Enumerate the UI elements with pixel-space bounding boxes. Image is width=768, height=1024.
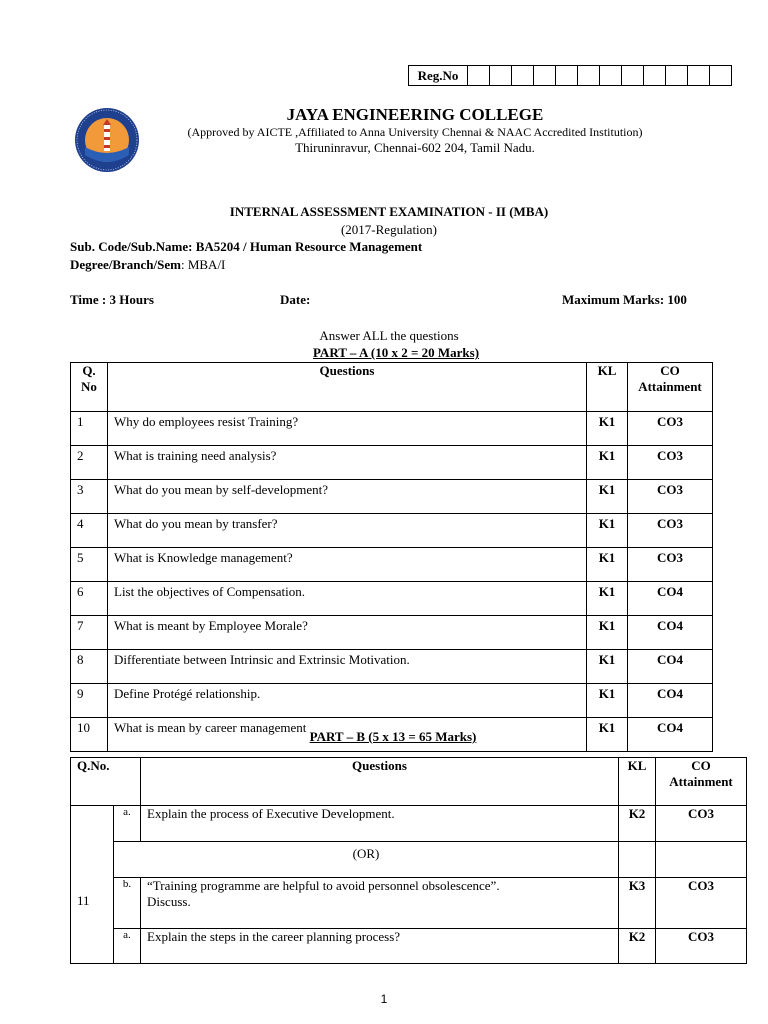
co-value: CO4	[628, 684, 713, 718]
table-row	[71, 616, 713, 650]
table-row	[71, 582, 713, 616]
co-value: CO3	[628, 412, 713, 446]
question-number: 4	[71, 514, 108, 548]
kl-value: K1	[587, 718, 628, 752]
question-number: 2	[71, 446, 108, 480]
reg-no-cell	[666, 66, 688, 86]
subject-value: BA5204 / Human Resource Management	[195, 239, 423, 254]
question-text: List the objectives of Compensation.	[108, 582, 587, 616]
exam-time: Time : 3 Hours	[70, 292, 154, 307]
co-value: CO4	[628, 582, 713, 616]
question-text: “Training programme are helpful to avoid personnel obsolescence”. Discuss.	[141, 878, 619, 929]
table-row	[71, 514, 713, 548]
kl-value: K2	[619, 806, 656, 842]
reg-no-cell	[468, 66, 490, 86]
co-value: CO4	[628, 616, 713, 650]
reg-no-cell	[600, 66, 622, 86]
co-value: CO3	[656, 878, 747, 929]
question-number: 5	[71, 548, 108, 582]
question-text: Differentiate between Intrinsic and Extrinsic Motivation.	[108, 650, 587, 684]
kl-value: K3	[619, 878, 656, 929]
college-approval: (Approved by AICTE ,Affiliated to Anna University Chennai & NAAC Accredited Institution)	[187, 125, 643, 139]
kl-value: K1	[587, 548, 628, 582]
reg-no-cell	[710, 66, 732, 86]
header-co: CO Attainment	[628, 363, 713, 412]
part-a-table	[70, 362, 713, 752]
subject-label: Sub. Code/Sub.Name:	[70, 239, 193, 254]
question-text: What is mean by career management	[108, 718, 587, 752]
kl-value: K1	[587, 650, 628, 684]
kl-value: K1	[587, 480, 628, 514]
reg-no-cell	[578, 66, 600, 86]
table-row	[71, 412, 713, 446]
question-number: 8	[71, 650, 108, 684]
header-questions: Questions	[108, 363, 587, 412]
question-text: What do you mean by self-development?	[108, 480, 587, 514]
reg-no-cell	[688, 66, 710, 86]
header-questions: Questions	[141, 758, 619, 806]
exam-instruction: Answer ALL the questions	[319, 328, 459, 343]
kl-value: K1	[587, 514, 628, 548]
table-row	[71, 446, 713, 480]
sub-label: a.	[114, 806, 141, 842]
empty-cell	[656, 842, 747, 878]
part-b-header-row	[71, 758, 747, 806]
question-number: 1	[71, 412, 108, 446]
question-text: Explain the steps in the career planning process?	[141, 929, 619, 964]
empty-cell	[619, 842, 656, 878]
table-row	[71, 480, 713, 514]
table-row	[71, 878, 747, 929]
table-row	[71, 650, 713, 684]
question-text: What is meant by Employee Morale?	[108, 616, 587, 650]
reg-no-cell	[512, 66, 534, 86]
page-number: 1	[380, 992, 388, 1006]
college-logo	[74, 107, 140, 173]
reg-no-cell	[490, 66, 512, 86]
part-b-table	[70, 757, 747, 964]
question-text: What do you mean by transfer?	[108, 514, 587, 548]
degree-label: Degree/Branch/Sem	[70, 257, 181, 272]
table-row	[71, 806, 747, 842]
question-number: 3	[71, 480, 108, 514]
part-a-header-row	[71, 363, 713, 412]
co-value: CO3	[628, 480, 713, 514]
exam-title: INTERNAL ASSESSMENT EXAMINATION - II (MBA)	[229, 204, 549, 219]
reg-no-cell	[534, 66, 556, 86]
co-value: CO4	[628, 718, 713, 752]
kl-value: K1	[587, 446, 628, 480]
header-kl: KL	[587, 363, 628, 412]
or-separator: (OR)	[114, 842, 619, 878]
kl-value: K1	[587, 412, 628, 446]
college-name: JAYA ENGINEERING COLLEGE	[286, 105, 544, 124]
reg-no-cell	[644, 66, 666, 86]
co-value: CO3	[656, 806, 747, 842]
question-number: 10	[71, 718, 108, 752]
part-b-title: PART – B (5 x 13 = 65 Marks)	[309, 729, 477, 744]
reg-no-label: Reg.No	[409, 66, 468, 86]
co-value: CO3	[628, 446, 713, 480]
kl-value: K1	[587, 684, 628, 718]
degree-value: : MBA/I	[180, 257, 226, 272]
co-value: CO4	[628, 650, 713, 684]
question-number: 7	[71, 616, 108, 650]
kl-value: K1	[587, 582, 628, 616]
question-text: What is Knowledge management?	[108, 548, 587, 582]
degree-line	[70, 257, 225, 273]
co-value: CO3	[628, 548, 713, 582]
reg-no-cell	[622, 66, 644, 86]
sub-label: a.	[114, 929, 141, 964]
exam-regulation: (2017-Regulation)	[340, 222, 438, 237]
college-address: Thiruninravur, Chennai-602 204, Tamil Nadu.	[295, 140, 535, 155]
reg-no-box	[408, 65, 732, 86]
question-text: Define Protégé relationship.	[108, 684, 587, 718]
kl-value: K1	[587, 616, 628, 650]
question-number: 6	[71, 582, 108, 616]
reg-no-cell	[556, 66, 578, 86]
exam-date: Date:	[280, 292, 311, 307]
table-row	[71, 842, 747, 878]
co-value: CO3	[628, 514, 713, 548]
header-co: CO Attainment	[656, 758, 747, 806]
subject-line	[70, 239, 422, 255]
question-text: What is training need analysis?	[108, 446, 587, 480]
kl-value: K2	[619, 929, 656, 964]
table-row	[71, 548, 713, 582]
co-value: CO3	[656, 929, 747, 964]
sub-label: b.	[114, 878, 141, 929]
table-row	[71, 684, 713, 718]
part-a-title: PART – A (10 x 2 = 20 Marks)	[312, 345, 480, 360]
question-number: 11	[71, 806, 114, 964]
question-number: 9	[71, 684, 108, 718]
header-qno: Q.No.	[71, 758, 141, 806]
question-text: Why do employees resist Training?	[108, 412, 587, 446]
table-row	[71, 929, 747, 964]
header-qno: Q. No	[71, 363, 108, 412]
exam-max-marks: Maximum Marks: 100	[562, 292, 687, 307]
question-text: Explain the process of Executive Development.	[141, 806, 619, 842]
header-kl: KL	[619, 758, 656, 806]
